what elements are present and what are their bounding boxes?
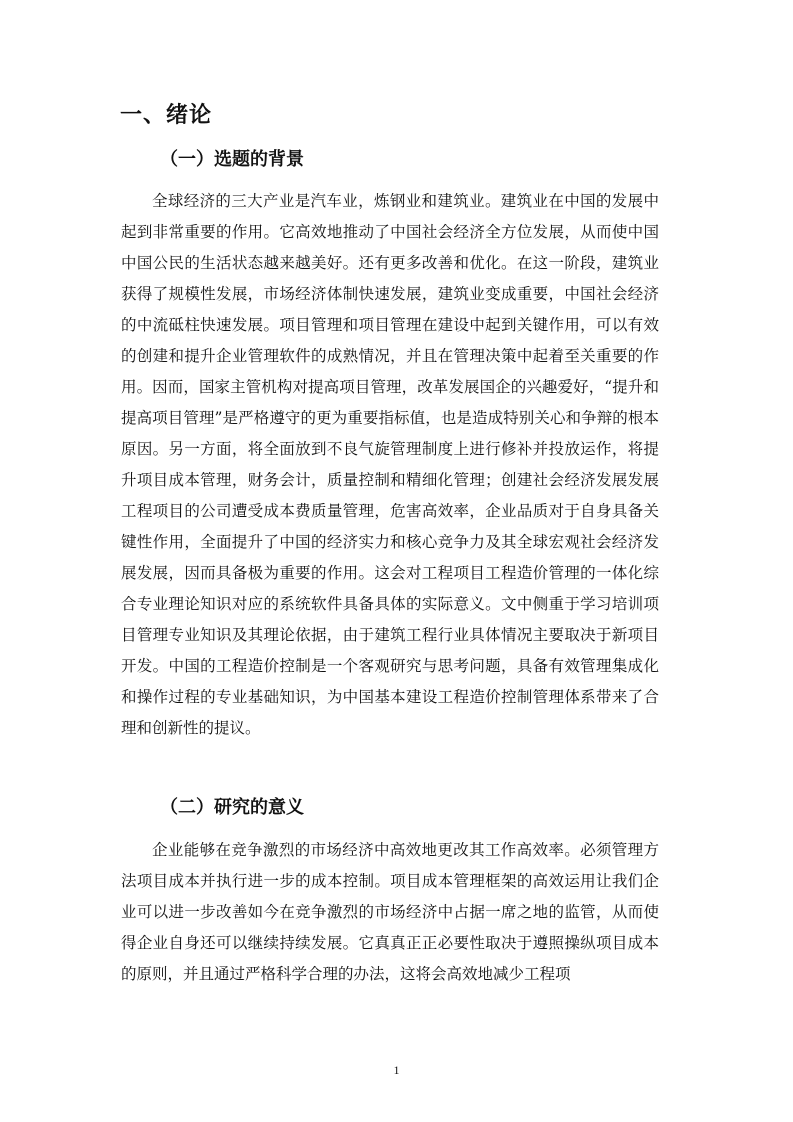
chapter-heading: 一、绪论: [120, 103, 213, 128]
paragraph-significance: 企业能够在竞争激烈的市场经济中高效地更改其工作高效率。必须管理方法项目成本并执行进一步的成本控制。项目成本管理框架的高效运用让我们企业可以进一步改善如今在竞争激烈的市场经济中占据一席之地的监管，从而使得企业自身还可以继续持续发展。它真真正正必要性取决于遵照操纵项目成本的原则，并且通过严格科学合理的办法，这将会高效地减少工程项: [121, 841, 659, 983]
paragraph-background: 全球经济的三大产业是汽车业，炼钢业和建筑业。建筑业在中国的发展中起到非常重要的作用。它高效地推动了中国社会经济全方位发展，从而使中国中国公民的生活状态越来越美好。还有更多改善和优化。在这一阶段，建筑业获得了规模性发展，市场经济体制快速发展，建筑业变成重要，中国社会经济的中流砥柱快速发展。项目管理和项目管理在建设中起到关键作用，可以有效的创建和提升企业管理软件的成熟情况，并且在管理决策中起着至关重要的作用。因而，国家主管机构对提高项目管理，改革发展国企的兴趣爱好，“提升和提高项目管理”是严格遵守的更为重要指标值，也是造成特别关心和争辩的根本原因。另一方面，将全面放到不良气旋管理制度上进行修补并投放运作，将提升项目成本管理，财务会计，质量控制和精细化管理；创建社会经济发展发展工程项目的公司遭受成本费质量管理，危害高效率，企业品质对于自身具备关键性作用，全面提升了中国的经济实力和核心竞争力及其全球宏观社会经济发展发展，因而具备极为重要的作用。这会对工程项目工程造价管理的一体化综合专业理论知识对应的系统软件具备具体的实际意义。文中侧重于学习培训项目管理专业知识及其理论依据，由于建筑工程行业具体情况主要取决于新项目开发。中国的工程造价控制是一个客观研究与思考问题，具备有效管理集成化和操作过程的专业基础知识，为中国基本建设工程造价控制管理体系带来了合理和创新性的提议。: [121, 192, 659, 737]
section-heading-background: （一）选题的背景: [160, 149, 304, 170]
page-number: 1: [393, 1063, 400, 1077]
section-heading-significance: （二）研究的意义: [160, 797, 304, 818]
